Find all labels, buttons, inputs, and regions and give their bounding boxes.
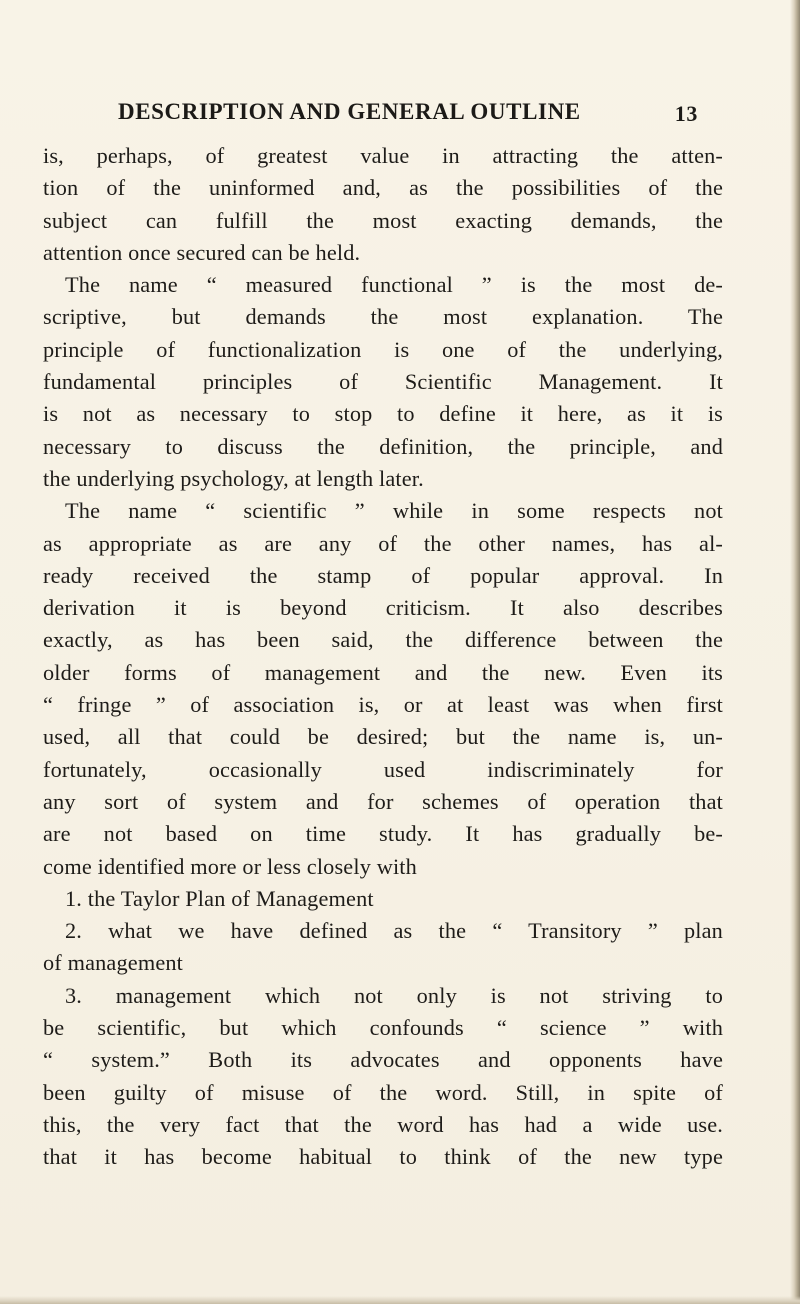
text-line: of management [43,950,184,976]
text-line: ready received the stamp of popular approval. In [43,562,723,588]
text-line: derivation it is beyond criticism. It also describes [43,595,723,621]
text-line: used, all that could be desired; but the name is, un- [43,724,723,750]
text-line: fortunately, occasionally used indiscriminately for [43,756,723,782]
text-line: scriptive, but demands the most explanation. The [43,304,723,330]
text-line: The name “ scientific ” while in some respects not [65,498,723,524]
text-line: tion of the uninformed and, as the possibilities of the [43,175,723,201]
page-edge-shadow [790,0,800,1304]
text-line: any sort of system and for schemes of operation that [43,788,723,814]
text-line: necessary to discuss the definition, the principle, and [43,433,723,459]
page-header [118,96,718,132]
list-item: 2. what we have defined as the “ Transitory ” plan [65,918,723,944]
body-text [43,140,723,1174]
text-line: be scientific, but which confounds “ science ” with [43,1015,723,1041]
text-line: is, perhaps, of greatest value in attracting the atten- [43,143,723,168]
text-line: as appropriate as are any of the other names, has al- [43,530,723,556]
text-line: fundamental principles of Scientific Management. It [43,369,723,395]
text-line: principle of functionalization is one of the underlying, [43,336,723,362]
text-line: subject can fulfill the most exacting demands, the [43,207,723,233]
text-line: the underlying psychology, at length later. [43,465,424,491]
text-line: this, the very fact that the word has had a wide use. [43,1111,723,1137]
text-line: attention once secured can be held. [43,239,361,265]
text-line: “ fringe ” of association is, or at least was when first [43,692,723,718]
page-number: 13 [674,101,698,126]
text-line: that it has become habitual to think of the new type [43,1144,723,1170]
running-head: DESCRIPTION AND GENERAL OUTLINE [118,99,581,124]
text-line: come identified more or less closely with [43,853,417,879]
text-line: The name “ measured functional ” is the most de- [65,272,723,298]
text-line: been guilty of misuse of the word. Still, in spite of [43,1079,723,1105]
text-line: exactly, as has been said, the difference between the [43,627,723,653]
text-line: is not as necessary to stop to define it here, as it is [43,401,723,427]
list-item: 1. the Taylor Plan of Management [65,885,374,911]
list-item: 3. management which not only is not striving to [65,982,723,1008]
text-line: “ system.” Both its advocates and opponents have [43,1047,723,1073]
text-line: are not based on time study. It has gradually be- [43,821,723,847]
page-bottom-shadow [0,1296,800,1304]
text-line: older forms of management and the new. Even its [43,659,723,685]
